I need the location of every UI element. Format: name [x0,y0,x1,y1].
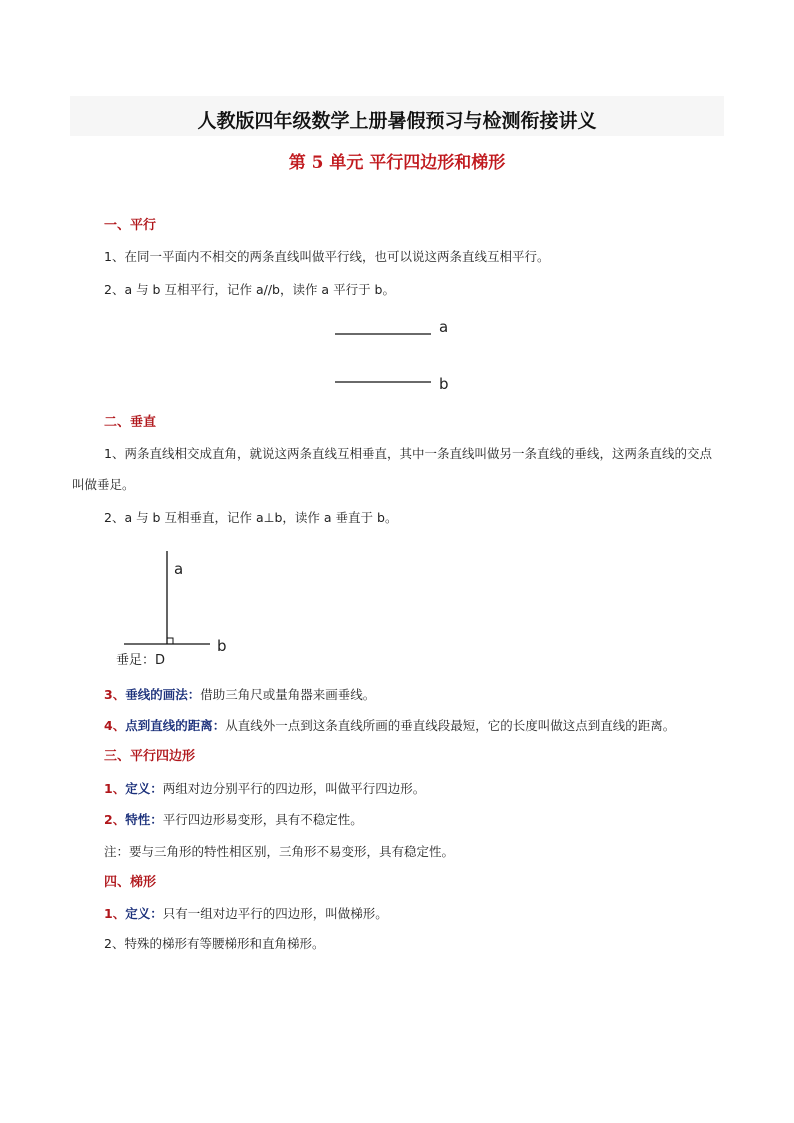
section-heading-perpendicular: 二、垂直 [104,415,157,430]
perpendicular-drawing-method [104,686,375,704]
perp-line-b-label: b [217,637,227,655]
parallelogram-property [104,811,363,829]
line-a-label: a [439,318,449,336]
parallelogram-definition-text: 两组对边分别平行的四边形，叫做平行四边形。 [162,781,426,796]
item-number: 1、 [104,906,126,921]
perpendicular-definition: 1、两条直线相交成直角，就说这两条直线互相垂直，其中一条直线叫做另一条直线的垂线，这两条直线的交点叫做垂足。 [72,446,712,492]
parallel-definition: 1、在同一平面内不相交的两条直线叫做平行线，也可以说这两条直线互相平行。 [104,249,550,264]
parallelogram-note: 注：要与三角形的特性相区别，三角形不易变形，具有稳定性。 [104,844,455,859]
item-number: 2、 [104,812,126,827]
special-trapezoids: 2、特殊的梯形有等腰梯形和直角梯形。 [104,936,325,951]
parallel-lines-figure [335,318,449,393]
term-property: 特性： [125,812,163,827]
distance-text: 从直线外一点到这条直线所画的垂直线段最短，它的长度叫做这点到直线的距离。 [225,718,676,733]
right-angle-mark [167,638,173,644]
perpendicular-notation: 2、a 与 b 互相垂直，记作 a⊥b，读作 a 垂直于 b。 [104,510,398,525]
section-heading-trapezoid: 四、梯形 [104,875,157,890]
perp-line-a-label: a [174,560,184,578]
item-number: 3、 [104,687,126,702]
parallel-notation: 2、a 与 b 互相平行，记作 a//b，读作 a 平行于 b。 [104,282,395,297]
term-definition: 定义： [125,906,163,921]
item-number: 1、 [104,781,126,796]
unit-subtitle: 第 5 单元 平行四边形和梯形 [288,153,506,173]
parallelogram-property-text: 平行四边形易变形，具有不稳定性。 [162,812,363,827]
point-line-distance [104,717,675,735]
trapezoid-definition [104,905,388,923]
term-definition: 定义： [125,781,163,796]
section-heading-parallelogram: 三、平行四边形 [104,749,196,764]
page-title: 人教版四年级数学上册暑假预习与检测衔接讲义 [197,110,597,132]
item-number: 4、 [104,718,126,733]
drawing-method-text: 借助三角尺或量角器来画垂线。 [200,687,376,702]
term-distance: 点到直线的距离： [125,718,226,733]
term-drawing-method: 垂线的画法： [125,687,201,702]
line-b-label: b [439,375,449,393]
trapezoid-definition-text: 只有一组对边平行的四边形，叫做梯形。 [162,906,388,921]
section-heading-parallel: 一、平行 [104,218,157,233]
perpendicular-lines-figure [116,551,227,668]
foot-label: 垂足：D [116,653,166,668]
parallelogram-definition [104,780,425,798]
